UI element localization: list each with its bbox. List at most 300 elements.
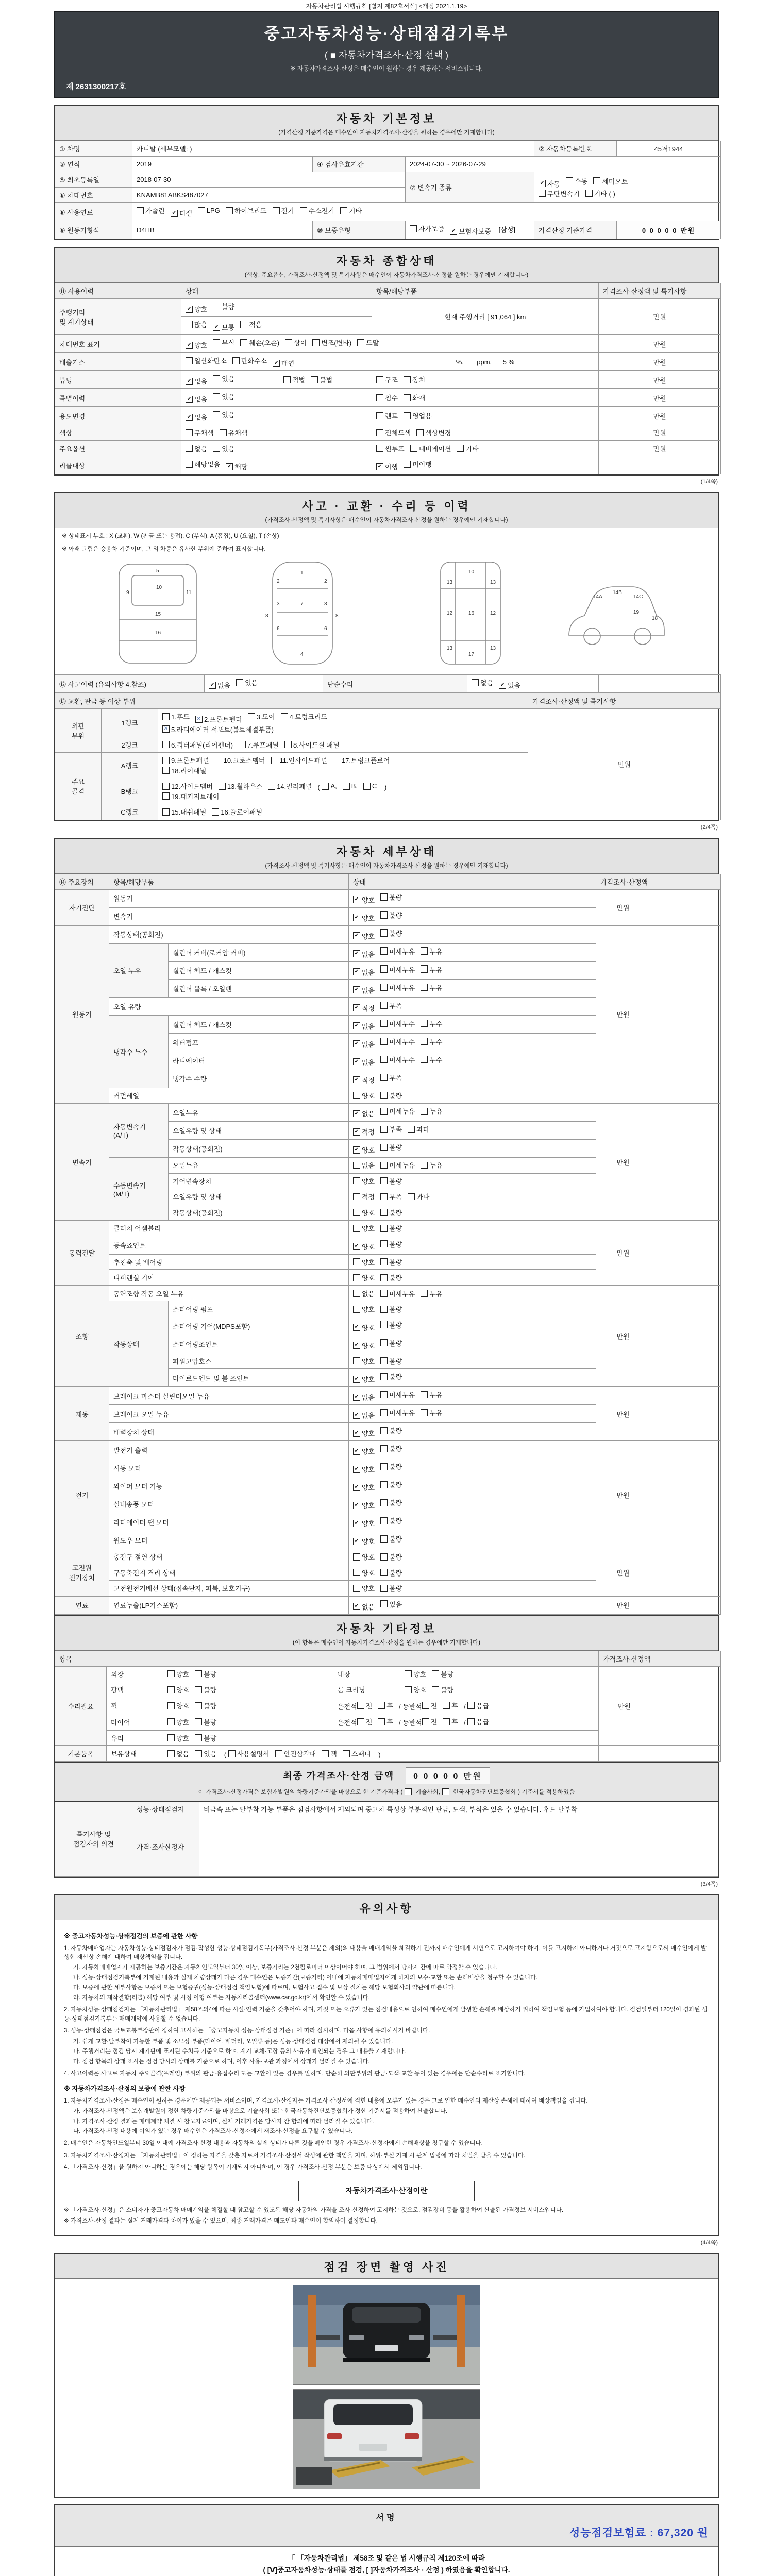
checkbox[interactable] xyxy=(410,445,417,452)
checkbox[interactable] xyxy=(421,965,428,973)
checkbox-label: 7.루프패널 xyxy=(247,741,279,749)
checkbox[interactable] xyxy=(353,1225,360,1232)
checkbox[interactable] xyxy=(404,461,411,468)
checkbox[interactable] xyxy=(195,1702,202,1709)
table-cell: 배출가스 xyxy=(55,353,181,371)
checkbox[interactable] xyxy=(404,412,411,419)
svg-text:5: 5 xyxy=(156,568,159,574)
notice-line: 3. 성능·상태점검은 국토교통부장관이 정하여 고시하는 「중고자동차 성능·상태점검 기준」에 따라 실시하며, 다음 사항에 유의하시기 바랍니다. xyxy=(64,2028,430,2035)
checkbox[interactable] xyxy=(353,950,360,957)
checkbox-label: 불량 xyxy=(389,1092,402,1100)
checkbox[interactable] xyxy=(421,1038,428,1045)
checkbox[interactable] xyxy=(353,1520,360,1527)
checkbox-technical-society[interactable] xyxy=(405,1788,412,1795)
checkbox[interactable] xyxy=(353,1209,360,1216)
table-cell: 만원 xyxy=(599,407,721,425)
checkbox-label: 후 xyxy=(386,1718,393,1726)
checkbox[interactable] xyxy=(380,1391,388,1398)
checkbox[interactable] xyxy=(380,1373,388,1380)
checkbox-option xyxy=(404,375,425,384)
checkbox-label: 양호 xyxy=(362,1448,375,1455)
checkbox[interactable] xyxy=(213,303,220,310)
table-cell xyxy=(349,1088,596,1104)
column-header: 가격조사·산정액 및 특기사항 xyxy=(528,693,721,709)
checkbox[interactable] xyxy=(162,757,170,764)
accident-history-table xyxy=(55,674,718,693)
checkbox[interactable] xyxy=(380,1499,388,1506)
checkbox[interactable] xyxy=(353,1430,360,1437)
table-cell xyxy=(372,425,599,441)
checkbox-label: 미세누수 xyxy=(389,1056,415,1064)
checkbox[interactable] xyxy=(232,357,240,364)
checkbox[interactable] xyxy=(186,461,193,468)
checkbox[interactable] xyxy=(380,1240,388,1247)
checkbox[interactable] xyxy=(432,1686,439,1693)
checkbox[interactable] xyxy=(186,445,193,452)
checkbox-option xyxy=(171,208,192,218)
table-cell: ④ 검사유효기간 xyxy=(313,157,406,172)
checkbox[interactable] xyxy=(376,463,383,470)
checkbox-label: 있음 xyxy=(222,375,235,383)
checkbox[interactable] xyxy=(443,1718,450,1725)
table-cell xyxy=(55,753,102,820)
checkbox[interactable] xyxy=(443,1702,450,1709)
checkbox[interactable] xyxy=(378,1718,385,1725)
checkbox[interactable] xyxy=(353,1569,360,1576)
table-cell: 만원 xyxy=(596,925,650,1104)
checkbox[interactable] xyxy=(353,968,360,975)
table-cell xyxy=(333,1730,599,1746)
checkbox[interactable] xyxy=(248,713,255,720)
checkbox[interactable] xyxy=(213,445,220,452)
checkbox[interactable] xyxy=(353,1342,360,1349)
checkbox[interactable] xyxy=(353,1128,360,1136)
checkbox[interactable] xyxy=(353,1040,360,1047)
cell-text: 자동변속기 xyxy=(113,1123,146,1131)
cell-text: 외판 xyxy=(71,722,85,730)
checkbox[interactable] xyxy=(380,1092,388,1099)
checkbox[interactable] xyxy=(380,965,388,973)
checkbox[interactable] xyxy=(421,984,428,991)
checkbox-option xyxy=(410,444,451,453)
checkbox[interactable] xyxy=(353,1193,360,1200)
checkbox-diagnosis-association[interactable] xyxy=(442,1788,449,1795)
checkbox-option xyxy=(195,1669,216,1679)
checkbox[interactable] xyxy=(380,1002,388,1009)
checkbox[interactable] xyxy=(220,429,227,436)
checkbox[interactable] xyxy=(353,1306,360,1313)
checkbox-label: 미세누유 xyxy=(389,1290,415,1298)
checkbox-option xyxy=(593,176,628,186)
checkbox[interactable] xyxy=(353,1004,360,1011)
checkbox[interactable] xyxy=(281,713,288,720)
checkbox-option xyxy=(376,375,398,384)
checkbox-label: 없음 xyxy=(362,1162,375,1170)
checkbox[interactable] xyxy=(353,1357,360,1364)
checkbox[interactable] xyxy=(300,207,307,214)
checkbox[interactable] xyxy=(312,339,320,346)
checkbox[interactable] xyxy=(380,893,388,901)
checkbox[interactable] xyxy=(380,1144,388,1151)
table-cell: B랭크 xyxy=(102,778,158,804)
checkbox[interactable] xyxy=(380,1357,388,1364)
checkbox[interactable] xyxy=(186,396,193,403)
checkbox-option xyxy=(353,967,375,977)
checkbox[interactable] xyxy=(363,783,371,790)
photo-rear-ramp xyxy=(293,2389,480,2489)
checkbox[interactable] xyxy=(167,1718,175,1725)
checkbox-label: 부족 xyxy=(389,1193,402,1201)
checkbox[interactable] xyxy=(421,1391,428,1398)
checkbox[interactable] xyxy=(457,445,464,452)
table-cell xyxy=(349,997,596,1015)
checkbox[interactable] xyxy=(353,1290,360,1297)
checkbox[interactable] xyxy=(421,1409,428,1416)
checkbox-label: 하이브리드 xyxy=(234,207,267,215)
checkbox[interactable] xyxy=(271,757,278,764)
checkbox[interactable] xyxy=(422,1718,429,1725)
checkbox[interactable] xyxy=(353,986,360,993)
checkbox-label: 전 xyxy=(365,1718,373,1726)
checkbox-label: A, xyxy=(330,782,337,790)
checkbox-option xyxy=(472,677,493,687)
checkbox[interactable] xyxy=(213,339,220,346)
checkbox[interactable] xyxy=(539,190,546,197)
table-cell xyxy=(349,1477,596,1495)
checkbox-label: 적정 xyxy=(362,1193,375,1201)
checkbox[interactable] xyxy=(353,1538,360,1545)
checkbox[interactable] xyxy=(432,1670,439,1677)
checkbox[interactable] xyxy=(353,1022,360,1029)
checkbox-label: 미세누유 xyxy=(389,984,415,992)
checkbox[interactable] xyxy=(357,1718,364,1725)
checkbox[interactable] xyxy=(213,393,220,400)
checkbox[interactable] xyxy=(353,896,360,903)
checkbox[interactable] xyxy=(380,1108,388,1115)
checkbox[interactable] xyxy=(353,1553,360,1561)
checkbox[interactable] xyxy=(421,1290,428,1297)
checkbox[interactable] xyxy=(422,1702,429,1709)
checkbox[interactable] xyxy=(408,1193,415,1200)
checkbox[interactable] xyxy=(186,342,193,349)
checkbox[interactable] xyxy=(376,429,383,436)
checkbox[interactable] xyxy=(311,376,318,383)
checkbox[interactable] xyxy=(236,679,243,686)
checkbox[interactable] xyxy=(380,929,388,937)
checkbox[interactable] xyxy=(380,1056,388,1063)
exchange-mark-checkbox[interactable] xyxy=(162,725,170,733)
checkbox[interactable] xyxy=(215,757,222,764)
checkbox-label: 누유 xyxy=(429,1290,443,1298)
checkbox[interactable] xyxy=(353,1162,360,1169)
checkbox-option xyxy=(215,755,265,765)
checkbox[interactable] xyxy=(273,360,280,367)
checkbox[interactable] xyxy=(198,207,205,214)
checkbox[interactable] xyxy=(380,1569,388,1576)
checkbox[interactable] xyxy=(353,1274,360,1281)
checkbox[interactable] xyxy=(416,429,424,436)
checkbox[interactable] xyxy=(353,1412,360,1419)
checkbox[interactable] xyxy=(467,1718,475,1725)
checkbox[interactable] xyxy=(167,1686,175,1693)
checkbox-option xyxy=(421,1019,442,1028)
checkbox-option xyxy=(353,1568,375,1578)
checkbox[interactable] xyxy=(566,177,573,184)
checkbox[interactable] xyxy=(353,1502,360,1509)
checkbox[interactable] xyxy=(380,1585,388,1592)
checkbox[interactable] xyxy=(380,1162,388,1169)
checkbox[interactable] xyxy=(376,445,383,452)
checkbox[interactable] xyxy=(380,984,388,991)
checkbox[interactable] xyxy=(219,783,226,790)
checkbox[interactable] xyxy=(353,1466,360,1473)
notices-body xyxy=(55,1920,718,2235)
checkbox[interactable] xyxy=(333,757,340,764)
checkbox[interactable] xyxy=(167,1734,175,1741)
checkbox[interactable] xyxy=(162,783,170,790)
checkbox[interactable] xyxy=(380,1535,388,1543)
checkbox[interactable] xyxy=(353,932,360,939)
checkbox-label: 양호 xyxy=(362,1569,375,1577)
checkbox[interactable] xyxy=(340,207,347,214)
checkbox[interactable] xyxy=(380,1517,388,1524)
checkbox[interactable] xyxy=(171,210,178,217)
checkbox-option xyxy=(405,1685,426,1694)
checkbox[interactable] xyxy=(162,767,170,774)
checkbox[interactable] xyxy=(410,225,417,232)
checkbox[interactable] xyxy=(353,1076,360,1083)
exchange-mark-checkbox[interactable] xyxy=(195,716,203,723)
checkbox[interactable] xyxy=(380,1038,388,1045)
checkbox[interactable] xyxy=(137,207,144,214)
checkbox[interactable] xyxy=(284,741,292,748)
table-cell xyxy=(349,979,596,997)
notice-line: ※ 「가격조사·산정」은 소비자가 중고자동차 매매계약을 체결할 때 참고할 수 있도록 해당 자동차의 가격을 조사·산정하여 고지하는 것으로, 점검장비 등을 활용하여 산출된 가격정보 서비스입니다. xyxy=(64,2207,564,2213)
checkbox-label: 부식 xyxy=(222,339,235,347)
checkbox[interactable] xyxy=(404,376,411,383)
checkbox-option xyxy=(353,1410,375,1420)
checkbox[interactable] xyxy=(378,1702,385,1709)
checkbox[interactable] xyxy=(240,321,247,328)
checkbox[interactable] xyxy=(421,1108,428,1115)
checkbox[interactable] xyxy=(353,914,360,921)
checkbox-option xyxy=(443,1717,458,1726)
checkbox[interactable] xyxy=(186,321,193,328)
checkbox[interactable] xyxy=(405,1670,412,1677)
checkbox[interactable] xyxy=(380,947,388,955)
checkbox[interactable] xyxy=(376,376,383,383)
checkbox[interactable] xyxy=(285,339,292,346)
checkbox[interactable] xyxy=(195,1750,202,1757)
checkbox[interactable] xyxy=(353,1603,360,1610)
section-subtitle: (색상, 주요옵션, 가격조사·산정액 및 특기사항은 매수인이 자동차가격조사·산정을 원하는 경우에만 기재합니다) xyxy=(244,272,529,278)
cell-text: [삼성] xyxy=(497,226,515,234)
checkbox[interactable] xyxy=(380,1074,388,1081)
checkbox-option xyxy=(186,394,207,404)
checkbox-label: 있음 xyxy=(508,682,521,689)
checkbox[interactable] xyxy=(593,177,600,184)
checkbox[interactable] xyxy=(353,1058,360,1065)
checkbox[interactable] xyxy=(353,1585,360,1592)
checkbox[interactable] xyxy=(353,1484,360,1491)
checkbox[interactable] xyxy=(404,394,411,401)
table-row xyxy=(55,925,721,943)
checkbox[interactable] xyxy=(405,1686,412,1693)
checkbox[interactable] xyxy=(380,1339,388,1346)
checkbox[interactable] xyxy=(353,1394,360,1401)
checkbox[interactable] xyxy=(421,1056,428,1063)
checkbox-label: 15.대쉬패널 xyxy=(171,808,207,816)
table-cell xyxy=(205,675,323,693)
checkbox[interactable] xyxy=(376,394,383,401)
checkbox[interactable] xyxy=(343,1750,350,1757)
checkbox[interactable] xyxy=(186,306,193,313)
checkbox[interactable] xyxy=(380,1225,388,1232)
checkbox[interactable] xyxy=(353,1258,360,1265)
checkbox[interactable] xyxy=(213,411,220,418)
checkbox[interactable] xyxy=(195,1670,202,1677)
checkbox-label: 이행 xyxy=(385,463,398,471)
checkbox[interactable] xyxy=(357,1702,364,1709)
checkbox[interactable] xyxy=(212,808,219,816)
checkbox[interactable] xyxy=(585,190,593,197)
checkbox[interactable] xyxy=(353,1376,360,1383)
table-cell: 튜닝 xyxy=(55,371,181,389)
table-cell: 오일유량 및 상태 xyxy=(169,1189,349,1205)
checkbox[interactable] xyxy=(186,414,193,421)
checkbox[interactable] xyxy=(162,713,170,720)
checkbox[interactable] xyxy=(380,1321,388,1328)
svg-text:6: 6 xyxy=(324,626,327,632)
table-cell xyxy=(349,1189,596,1205)
checkbox[interactable] xyxy=(162,792,170,800)
checkbox[interactable] xyxy=(186,429,193,436)
checkbox-option xyxy=(209,680,230,690)
checkbox-label: 적법 xyxy=(292,376,306,384)
table-row xyxy=(55,157,721,172)
checkbox[interactable] xyxy=(380,1600,388,1607)
checkbox[interactable] xyxy=(353,1146,360,1154)
checkbox[interactable] xyxy=(380,1445,388,1452)
section-overall-state xyxy=(54,247,719,476)
checkbox[interactable] xyxy=(162,741,170,748)
checkbox[interactable] xyxy=(450,228,457,235)
checkbox[interactable] xyxy=(380,1427,388,1434)
checkbox-label: 불량 xyxy=(389,1427,402,1435)
table-row xyxy=(55,1666,721,1682)
checkbox[interactable] xyxy=(167,1702,175,1709)
checkbox[interactable] xyxy=(380,1209,388,1216)
checkbox[interactable] xyxy=(162,808,170,816)
checkbox-label: 불량 xyxy=(389,1569,402,1577)
checkbox[interactable] xyxy=(186,357,193,364)
table-cell: 타이로드엔드 및 볼 조인트 xyxy=(169,1369,349,1387)
checkbox[interactable] xyxy=(472,679,479,686)
checkbox[interactable] xyxy=(213,375,220,382)
checkbox[interactable] xyxy=(380,1258,388,1265)
checkbox[interactable] xyxy=(499,682,506,689)
checkbox[interactable] xyxy=(380,1193,388,1200)
checkbox[interactable] xyxy=(353,1243,360,1250)
checkbox[interactable] xyxy=(353,1448,360,1455)
checkbox[interactable] xyxy=(228,1750,236,1757)
checkbox[interactable] xyxy=(357,339,364,346)
checkbox-label: 없음 xyxy=(362,968,375,976)
checkbox[interactable] xyxy=(380,1290,388,1297)
checkbox[interactable] xyxy=(322,1750,329,1757)
checkbox[interactable] xyxy=(167,1750,175,1757)
checkbox[interactable] xyxy=(226,463,233,470)
checkbox[interactable] xyxy=(380,1274,388,1281)
table-cell xyxy=(349,1369,596,1387)
checkbox[interactable] xyxy=(380,911,388,919)
checkbox[interactable] xyxy=(353,1092,360,1099)
checkbox[interactable] xyxy=(539,180,546,187)
checkbox[interactable] xyxy=(380,1409,388,1416)
checkbox[interactable] xyxy=(195,1718,202,1725)
checkbox-option xyxy=(226,206,267,215)
checkbox[interactable] xyxy=(376,412,383,419)
table-cell xyxy=(109,1158,169,1221)
checkbox-label: 네비게이션 xyxy=(418,445,451,453)
table-cell: 만원 xyxy=(596,1596,650,1614)
checkbox[interactable] xyxy=(343,783,350,790)
checkbox[interactable] xyxy=(167,1670,175,1677)
checkbox[interactable] xyxy=(467,1702,475,1709)
checkbox[interactable] xyxy=(195,1734,202,1741)
checkbox[interactable] xyxy=(408,1126,415,1133)
checkbox[interactable] xyxy=(380,1553,388,1561)
checkbox[interactable] xyxy=(380,1126,388,1133)
checkbox[interactable] xyxy=(275,1750,282,1757)
checkbox[interactable] xyxy=(421,1162,428,1169)
checkbox-option xyxy=(376,393,398,402)
checkbox[interactable] xyxy=(239,741,246,748)
checkbox[interactable] xyxy=(195,1686,202,1693)
checkbox[interactable] xyxy=(283,376,291,383)
checkbox[interactable] xyxy=(380,1463,388,1470)
checkbox[interactable] xyxy=(209,682,216,689)
checkbox[interactable] xyxy=(240,339,247,346)
checkbox[interactable] xyxy=(322,783,329,790)
checkbox[interactable] xyxy=(273,207,280,214)
checkbox[interactable] xyxy=(186,378,193,385)
document-header xyxy=(54,11,719,98)
table-cell xyxy=(349,1285,596,1301)
section-subtitle: (가격산정 기준가격은 매수인이 자동차가격조사·산정을 원하는 경우에만 기재합니다) xyxy=(278,130,495,136)
checkbox[interactable] xyxy=(353,1177,360,1184)
checkbox[interactable] xyxy=(421,1020,428,1027)
checkbox-option xyxy=(457,444,478,453)
checkbox[interactable] xyxy=(353,1324,360,1331)
checkbox-label: 매연 xyxy=(281,360,295,367)
table-cell xyxy=(132,203,721,221)
checkbox[interactable] xyxy=(353,1110,360,1117)
checkbox[interactable] xyxy=(380,1177,388,1184)
checkbox[interactable] xyxy=(268,783,275,790)
checkbox[interactable] xyxy=(380,1481,388,1488)
checkbox-option xyxy=(353,1242,375,1251)
checkbox[interactable] xyxy=(380,1020,388,1027)
checkbox[interactable] xyxy=(226,207,233,214)
column-header: ⑬ 교환, 판금 등 이상 부위 xyxy=(55,693,528,709)
checkbox[interactable] xyxy=(213,324,220,331)
table-row xyxy=(55,440,721,456)
checkbox[interactable] xyxy=(380,1306,388,1313)
section-other-title-band xyxy=(55,1615,718,1651)
checkbox[interactable] xyxy=(421,947,428,955)
table-row xyxy=(55,283,721,299)
